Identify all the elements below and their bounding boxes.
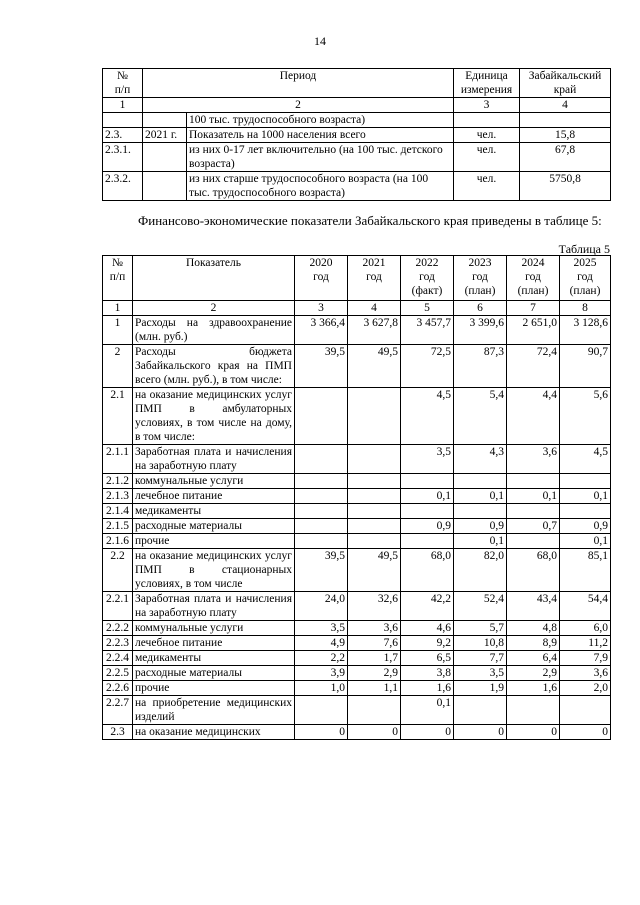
row-value: 0,1 xyxy=(454,489,507,504)
row-indicator: на оказание медицинских услуг ПМП в стационарных условиях, в том числе xyxy=(133,549,295,592)
row-period xyxy=(143,113,187,128)
row-number: 2.2 xyxy=(103,549,133,592)
header-cell: Период xyxy=(143,69,454,98)
row-value: 0,7 xyxy=(507,519,560,534)
table-row xyxy=(103,651,611,666)
row-value: 4,3 xyxy=(454,445,507,474)
page-number: 14 xyxy=(314,34,326,48)
row-indicator: коммунальные услуги xyxy=(133,621,295,636)
row-indicator: 100 тыс. трудоспособного возраста) xyxy=(187,113,454,128)
table-row xyxy=(103,519,611,534)
row-number: 2.1.1 xyxy=(103,445,133,474)
row-number: 2.2.6 xyxy=(103,681,133,696)
row-value: 0,9 xyxy=(401,519,454,534)
row-value xyxy=(295,474,348,489)
row-value: 8,9 xyxy=(507,636,560,651)
row-value xyxy=(348,534,401,549)
row-value: 0,1 xyxy=(401,489,454,504)
row-value xyxy=(295,504,348,519)
table-row xyxy=(103,489,611,504)
table-row xyxy=(103,345,611,388)
row-value: 1,1 xyxy=(348,681,401,696)
row-value xyxy=(348,445,401,474)
row-value: 0,1 xyxy=(560,534,611,549)
row-value: 5,6 xyxy=(560,388,611,445)
row-value: 2,2 xyxy=(295,651,348,666)
row-number: 2.3. xyxy=(103,128,143,143)
table-row xyxy=(103,113,611,128)
row-value: 24,0 xyxy=(295,592,348,621)
col-number: 6 xyxy=(454,301,507,316)
row-number: 2.1.2 xyxy=(103,474,133,489)
table-row xyxy=(103,725,611,740)
row-unit: чел. xyxy=(454,143,520,172)
row-value: 3 128,6 xyxy=(560,316,611,345)
header-cell: 2021 год xyxy=(348,256,401,301)
header-cell: Показатель xyxy=(133,256,295,301)
table-row xyxy=(103,592,611,621)
table-5 xyxy=(102,255,611,740)
row-value xyxy=(401,504,454,519)
row-number: 2.2.5 xyxy=(103,666,133,681)
row-value: 6,4 xyxy=(507,651,560,666)
row-value xyxy=(295,519,348,534)
header-cell: 2020 год xyxy=(295,256,348,301)
row-value xyxy=(295,388,348,445)
header-cell: № п/п xyxy=(103,256,133,301)
row-number: 2.2.7 xyxy=(103,696,133,725)
row-value: 68,0 xyxy=(401,549,454,592)
row-value: 6,0 xyxy=(560,621,611,636)
row-value: 2 651,0 xyxy=(507,316,560,345)
table-row xyxy=(103,128,611,143)
row-number: 2.2.1 xyxy=(103,592,133,621)
row-value: 1,7 xyxy=(348,651,401,666)
row-number: 2.2.3 xyxy=(103,636,133,651)
table-row xyxy=(103,549,611,592)
row-unit xyxy=(454,113,520,128)
row-indicator: расходные материалы xyxy=(133,666,295,681)
row-value: 87,3 xyxy=(454,345,507,388)
row-value xyxy=(454,474,507,489)
row-value xyxy=(295,445,348,474)
row-value: 82,0 xyxy=(454,549,507,592)
col-number: 4 xyxy=(520,98,611,113)
row-value: 4,9 xyxy=(295,636,348,651)
row-value: 0 xyxy=(454,725,507,740)
row-value: 4,5 xyxy=(560,445,611,474)
row-number: 2.1 xyxy=(103,388,133,445)
row-value: 3,5 xyxy=(454,666,507,681)
row-number: 2 xyxy=(103,345,133,388)
row-number: 2.2.4 xyxy=(103,651,133,666)
row-value: 90,7 xyxy=(560,345,611,388)
row-value: 3,5 xyxy=(401,445,454,474)
col-number: 2 xyxy=(133,301,295,316)
row-indicator: из них старше трудоспособного возраста (на 100 тыс. трудоспособного возраста) xyxy=(187,172,454,201)
row-value: 1,9 xyxy=(454,681,507,696)
row-indicator: Расходы бюджета Забайкальского края на ПМП всего (млн. руб.), в том числе: xyxy=(133,345,295,388)
row-unit: чел. xyxy=(454,172,520,201)
row-value xyxy=(507,534,560,549)
row-value: 0 xyxy=(295,725,348,740)
header-cell: № п/п xyxy=(103,69,143,98)
row-indicator: прочие xyxy=(133,534,295,549)
row-value: 0 xyxy=(560,725,611,740)
row-value: 67,8 xyxy=(520,143,611,172)
table-row xyxy=(103,681,611,696)
col-number: 5 xyxy=(401,301,454,316)
table-row xyxy=(103,172,611,201)
row-value: 9,2 xyxy=(401,636,454,651)
row-value: 0 xyxy=(507,725,560,740)
row-value: 2,9 xyxy=(507,666,560,681)
row-indicator: на оказание медицинских услуг ПМП в амбулаторных условиях, в том числе на дому, в том числе: xyxy=(133,388,295,445)
table-row xyxy=(103,621,611,636)
row-value: 3 399,6 xyxy=(454,316,507,345)
col-number: 7 xyxy=(507,301,560,316)
row-value: 5750,8 xyxy=(520,172,611,201)
row-value: 43,4 xyxy=(507,592,560,621)
row-indicator: на оказание медицинских xyxy=(133,725,295,740)
table-row xyxy=(103,445,611,474)
table-4 xyxy=(102,68,611,201)
col-number: 8 xyxy=(560,301,611,316)
row-value: 54,4 xyxy=(560,592,611,621)
row-value: 68,0 xyxy=(507,549,560,592)
row-value xyxy=(295,489,348,504)
header-cell: 2025 год (план) xyxy=(560,256,611,301)
col-number: 3 xyxy=(454,98,520,113)
row-number: 2.3.1. xyxy=(103,143,143,172)
row-value: 3 366,4 xyxy=(295,316,348,345)
row-value: 52,4 xyxy=(454,592,507,621)
row-value: 1,6 xyxy=(401,681,454,696)
row-value xyxy=(348,489,401,504)
row-value: 3,5 xyxy=(295,621,348,636)
row-value xyxy=(348,504,401,519)
table-row xyxy=(103,666,611,681)
row-number: 2.3 xyxy=(103,725,133,740)
table-row xyxy=(103,696,611,725)
row-value: 3 627,8 xyxy=(348,316,401,345)
row-value: 4,4 xyxy=(507,388,560,445)
row-number xyxy=(103,113,143,128)
row-indicator: на приобретение медицинских изделий xyxy=(133,696,295,725)
row-value: 3,8 xyxy=(401,666,454,681)
table-5-col-numbers xyxy=(103,301,611,316)
row-value: 3 457,7 xyxy=(401,316,454,345)
row-indicator: Расходы на здравоохранение (млн. руб.) xyxy=(133,316,295,345)
row-value: 10,8 xyxy=(454,636,507,651)
row-value: 85,1 xyxy=(560,549,611,592)
row-value: 11,2 xyxy=(560,636,611,651)
row-value: 72,4 xyxy=(507,345,560,388)
table-row xyxy=(103,143,611,172)
header-cell: 2022 год (факт) xyxy=(401,256,454,301)
table-row xyxy=(103,316,611,345)
table-4-col-numbers xyxy=(103,98,611,113)
row-number: 2.1.4 xyxy=(103,504,133,519)
col-number: 3 xyxy=(295,301,348,316)
row-value: 7,9 xyxy=(560,651,611,666)
row-value: 5,4 xyxy=(454,388,507,445)
row-value xyxy=(520,113,611,128)
row-indicator: из них 0-17 лет включительно (на 100 тыс. детского возраста) xyxy=(187,143,454,172)
row-value: 3,9 xyxy=(295,666,348,681)
row-value: 0 xyxy=(401,725,454,740)
col-number: 1 xyxy=(103,301,133,316)
row-value: 2,0 xyxy=(560,681,611,696)
row-value: 49,5 xyxy=(348,549,401,592)
row-value: 42,2 xyxy=(401,592,454,621)
row-value xyxy=(401,474,454,489)
row-value: 7,6 xyxy=(348,636,401,651)
row-value xyxy=(560,696,611,725)
row-value: 32,6 xyxy=(348,592,401,621)
row-value: 72,5 xyxy=(401,345,454,388)
row-indicator: Показатель на 1000 населения всего xyxy=(187,128,454,143)
row-number: 1 xyxy=(103,316,133,345)
row-value xyxy=(560,504,611,519)
row-value xyxy=(454,696,507,725)
row-period xyxy=(143,172,187,201)
intro-paragraph: Финансово-экономические показатели Забайкальского края приведены в таблице 5: xyxy=(138,213,602,228)
row-indicator: медикаменты xyxy=(133,504,295,519)
row-indicator: лечебное питание xyxy=(133,489,295,504)
row-value: 39,5 xyxy=(295,549,348,592)
table-4-header xyxy=(103,69,611,98)
row-value xyxy=(401,534,454,549)
row-value xyxy=(507,474,560,489)
table-row xyxy=(103,388,611,445)
header-cell: 2024 год (план) xyxy=(507,256,560,301)
row-value: 3,6 xyxy=(348,621,401,636)
row-value xyxy=(348,696,401,725)
row-number: 2.1.3 xyxy=(103,489,133,504)
col-number: 1 xyxy=(103,98,143,113)
col-number: 2 xyxy=(143,98,454,113)
row-value: 6,5 xyxy=(401,651,454,666)
table-row xyxy=(103,504,611,519)
row-unit: чел. xyxy=(454,128,520,143)
col-number: 4 xyxy=(348,301,401,316)
row-value: 2,9 xyxy=(348,666,401,681)
row-value: 3,6 xyxy=(507,445,560,474)
row-value xyxy=(507,504,560,519)
row-value xyxy=(507,696,560,725)
row-value: 0,1 xyxy=(507,489,560,504)
row-indicator: коммунальные услуги xyxy=(133,474,295,489)
row-value: 4,6 xyxy=(401,621,454,636)
row-indicator: расходные материалы xyxy=(133,519,295,534)
row-value: 0,1 xyxy=(454,534,507,549)
row-indicator: Заработная плата и начисления на заработную плату xyxy=(133,445,295,474)
row-value: 4,8 xyxy=(507,621,560,636)
header-cell: 2023 год (план) xyxy=(454,256,507,301)
row-period xyxy=(143,143,187,172)
row-value: 0,9 xyxy=(560,519,611,534)
row-indicator: лечебное питание xyxy=(133,636,295,651)
row-value: 4,5 xyxy=(401,388,454,445)
table-row xyxy=(103,636,611,651)
row-value xyxy=(348,388,401,445)
row-value: 39,5 xyxy=(295,345,348,388)
row-value: 49,5 xyxy=(348,345,401,388)
row-value xyxy=(295,534,348,549)
row-value: 0,1 xyxy=(401,696,454,725)
row-value xyxy=(295,696,348,725)
header-cell: Единица измерения xyxy=(454,69,520,98)
row-value: 7,7 xyxy=(454,651,507,666)
row-value xyxy=(454,504,507,519)
table-row xyxy=(103,474,611,489)
table-5-caption: Таблица 5 xyxy=(558,242,610,256)
row-value: 3,6 xyxy=(560,666,611,681)
row-value: 1,6 xyxy=(507,681,560,696)
row-value: 1,0 xyxy=(295,681,348,696)
row-value xyxy=(560,474,611,489)
row-number: 2.2.2 xyxy=(103,621,133,636)
row-period: 2021 г. xyxy=(143,128,187,143)
row-value: 5,7 xyxy=(454,621,507,636)
row-number: 2.3.2. xyxy=(103,172,143,201)
row-value: 0,9 xyxy=(454,519,507,534)
table-row xyxy=(103,534,611,549)
row-number: 2.1.5 xyxy=(103,519,133,534)
row-indicator: медикаменты xyxy=(133,651,295,666)
row-value: 15,8 xyxy=(520,128,611,143)
row-indicator: Заработная плата и начисления на заработную плату xyxy=(133,592,295,621)
row-number: 2.1.6 xyxy=(103,534,133,549)
row-value xyxy=(348,519,401,534)
row-indicator: прочие xyxy=(133,681,295,696)
row-value xyxy=(348,474,401,489)
row-value: 0 xyxy=(348,725,401,740)
row-value: 0,1 xyxy=(560,489,611,504)
header-cell: Забайкальский край xyxy=(520,69,611,98)
table-5-header xyxy=(103,256,611,301)
